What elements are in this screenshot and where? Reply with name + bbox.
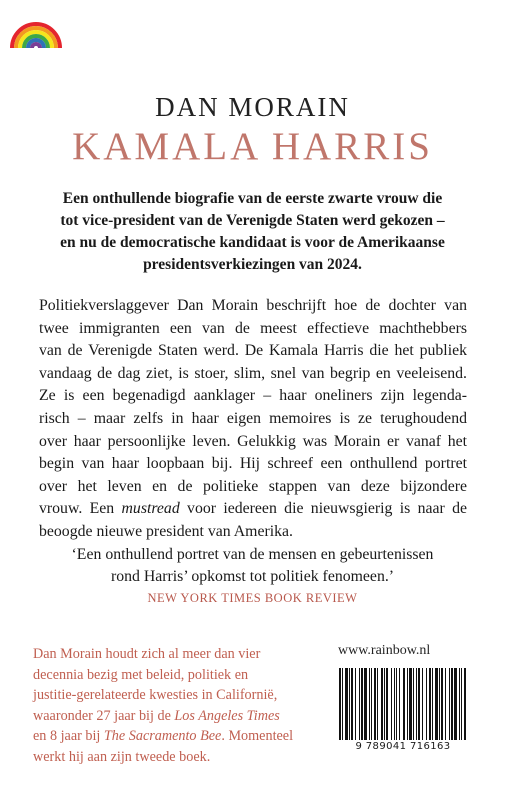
barcode-bar bbox=[429, 668, 431, 740]
barcode-bar bbox=[377, 668, 378, 740]
barcode-bar bbox=[391, 668, 392, 740]
lead-line: tot vice-president van de Verenigde Staten werd gekozen – bbox=[60, 212, 445, 229]
body-line: twee immigranten een van de meest effectieve machthebbers bbox=[39, 319, 467, 337]
lead-line: presidentsverkiezingen van 2024. bbox=[143, 256, 362, 273]
body-line: over het leven en de politieke stappen van deze bijzondere bbox=[39, 477, 467, 495]
barcode-bar bbox=[418, 668, 420, 740]
barcode-bar bbox=[364, 668, 367, 740]
barcode-bar bbox=[413, 668, 414, 740]
quote-line: rond Harris’ opkomst tot politiek fenomeen.’ bbox=[110, 568, 395, 585]
publisher-website: www.rainbow.nl bbox=[338, 643, 431, 658]
barcode-bar bbox=[361, 668, 363, 740]
barcode-bar bbox=[451, 668, 453, 740]
barcode-bar bbox=[439, 668, 440, 740]
description-paragraph bbox=[39, 295, 467, 544]
barcode-bar bbox=[426, 668, 427, 740]
body-line: risch – maar zelfs in haar eigen memoires is ze terughoudend bbox=[39, 409, 467, 427]
barcode-bar bbox=[349, 668, 350, 740]
body-line: van de Verenigde Staten werd. De Kamala Harris die het publiek bbox=[39, 342, 467, 360]
barcode-bar bbox=[369, 668, 370, 740]
body-line: over haar persoonlijke leven. Gelukkig was Morain er vanaf het bbox=[39, 432, 467, 450]
body-line: vrouw. Een mustread voor iedereen die nieuwsgierig is naar de bbox=[39, 500, 468, 518]
barcode-bar bbox=[399, 668, 400, 740]
barcode-bar bbox=[384, 668, 385, 740]
review-quote bbox=[40, 544, 465, 588]
lead-line: en nu de democratische kandidaat is voor de Amerikaanse bbox=[60, 234, 445, 251]
lead-paragraph bbox=[50, 188, 455, 276]
barcode-bar bbox=[407, 668, 408, 740]
barcode-bar bbox=[359, 668, 360, 740]
barcode-bar bbox=[409, 668, 412, 740]
author-bio: Dan Morain houdt zich al meer dan vier decennia bezig met beleid, politiek en justitie-gerelateerde kwesties in Californië, waaronder 27 jaar bij de Los Angeles Times en 8 jaar bij The Sacramento Bee. Momenteel werkt hij aan zijn tweede boek. bbox=[33, 646, 294, 765]
rainbow-logo-icon bbox=[8, 14, 64, 50]
barcode-bar bbox=[464, 668, 466, 740]
author-name: DAN MORAIN bbox=[155, 92, 350, 122]
barcode-bar bbox=[416, 668, 417, 740]
barcode-bar bbox=[355, 668, 356, 740]
isbn-barcode bbox=[336, 668, 470, 754]
barcode-bar bbox=[449, 668, 450, 740]
barcode-bar bbox=[432, 668, 433, 740]
quote-line: ‘Een onthullend portret van de mensen en gebeurtenissen bbox=[71, 546, 434, 563]
barcode-bar bbox=[339, 668, 341, 740]
barcode-bar bbox=[381, 668, 383, 740]
book-title: KAMALA HARRIS bbox=[72, 125, 433, 168]
emphasis: mustread bbox=[121, 500, 180, 518]
barcode-bar bbox=[351, 668, 353, 740]
barcode-bar bbox=[441, 668, 443, 740]
barcode-bar bbox=[394, 668, 395, 740]
barcode-bar bbox=[445, 668, 446, 740]
barcode-bar bbox=[342, 668, 343, 740]
barcode-bar bbox=[422, 668, 423, 740]
lead-line: Een onthullende biografie van de eerste zwarte vrouw die bbox=[62, 190, 443, 207]
body-line: vandaag de dag ziet, is stoer, slim, snel van begrip en veeleisend. bbox=[39, 364, 467, 382]
body-line: Ze is een begenadigd aanklager – haar oneliners zijn legenda- bbox=[39, 387, 467, 405]
barcode-bar bbox=[403, 668, 405, 740]
barcode-bar bbox=[345, 668, 348, 740]
barcode-bar bbox=[454, 668, 457, 740]
barcode-bar bbox=[435, 668, 438, 740]
body-line: begin van haar loopbaan bij. Hij schreef een onthullend portret bbox=[39, 455, 467, 473]
barcode-bar bbox=[374, 668, 376, 740]
body-line: beoogde nieuwe president van Amerika. bbox=[39, 522, 293, 540]
body-line: Politiekverslaggever Dan Morain beschrijft hoe de dochter van bbox=[39, 297, 467, 314]
barcode-bar bbox=[386, 668, 388, 740]
quote-source: NEW YORK TIMES BOOK REVIEW bbox=[147, 591, 358, 605]
barcode-icon bbox=[336, 668, 470, 740]
barcode-bar bbox=[396, 668, 397, 740]
barcode-bar bbox=[459, 668, 460, 740]
isbn-number: 9 789041 716163 bbox=[355, 741, 451, 752]
barcode-bar bbox=[371, 668, 372, 740]
barcode-bar bbox=[461, 668, 462, 740]
